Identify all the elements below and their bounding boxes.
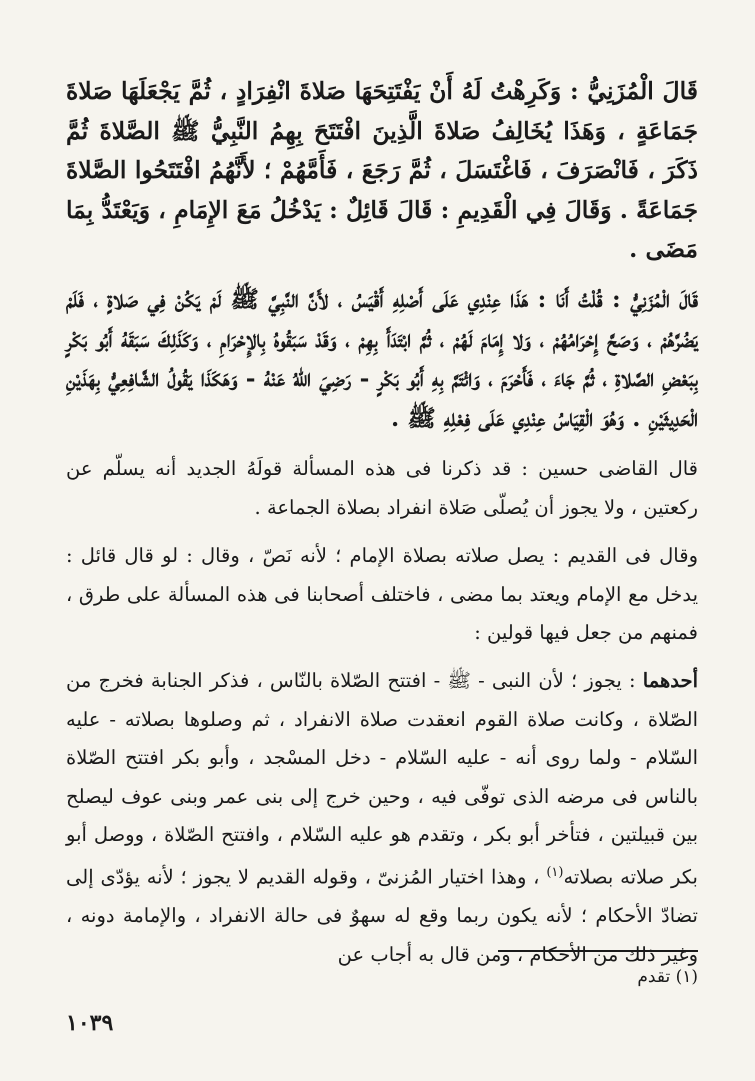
commentary-paragraph-1: قال القاضى حسين : قد ذكرنا فى هذه المسألة قولَهُ الجديد أنه يسلّم عن ركعتين ، ولا يجوز أن يُصلّى صَلاة انفراد بصلاة الجماعة .: [66, 457, 698, 519]
page-number: ١٠٣٩: [66, 1010, 114, 1036]
paragraph-gap: [66, 438, 698, 450]
matn-paragraph-1: قَالَ الْمُزَنِيُّ : وَكَرِهْتُ لَهُ أَنْ يَفْتَتِحَهَا صَلاةَ انْفِرَادٍ ، ثُمَّ يَجْعَلَهَا صَلاةَ جَمَاعَةٍ ، وَهَذَا يُخَالِفُ صَلاةَ الَّذِينَ افْتَتَحَ بِهِمُ النَّبِيُّ ﷺ الصَّلاةَ ثُمَّ ذَكَرَ ، فَانْصَرَفَ ، فَاغْتَسَلَ ، ثُمَّ رَجَعَ ، فَأَمَّهُمْ ؛ لأَنَّهُمُ افْتَتَحُوا الصَّلاةَ جَمَاعَةً . وَقَالَ فِي الْقَدِيمِ : قَالَ قَائِلٌ : يَدْخُلُ مَعَ الإِمَامِ ، وَيَعْتَدُّ بِمَا مَضَى .: [66, 77, 698, 264]
paragraph-text: : يجوز ؛ لأن النبى - ﷺ - افتتح الصّلاة بالنّاس ، فذكر الجنابة فخرج من الصّلاة ، وكانت صلاة القوم انعقدت صلاة الانفراد ، ثم وصلوها بصلاته - عليه السّلام - ولما روى أنه - عليه السّلام - دخل المسْجد ، وأبو بكر افتتح الصّلاة بالناس فى مرضه الذى توفّى فيه ، وحين خرج إلى بنى عمر وبنى عوف ليصلح بين قبيلتين ، فتأخر أبو بكر ، وتقدم هو عليه السّلام ، وافتتح الصّلاة ، ووصل أبو بكر صلاته بصلاته: [66, 669, 698, 889]
footnote-marker: (١): [546, 865, 564, 881]
paragraph-text-continued: ، وهذا اختيار المُزنىّ ، وقوله القديم لا يجوز ؛ لأنه يؤدّى إلى تضادّ الأحكام ؛ لأنه يكون ربما وقع له سهوٌ فى حالة الانفراد ، والإمامة دونه ، وغير ذلك من الأحكام ، ومن قال به أجاب عن: [66, 865, 698, 966]
matn-paragraph-2: قَالَ الْمُزَنِيُّ : قُلْتُ أَنَا : هَذَا عِنْدِي عَلَى أَصْلِهِ أَقْيَسُ ، لأَنَّ النَّبِيَّ ﷺ لَمْ يَكُنْ فِي صَلاةٍ ، فَلَمْ يَضُرَّهُمْ ، وَصَحَّ إِحْرَامُهُمْ ، وَلا إِمَامَ لَهُمْ ، ثُمَّ ابْتَدَأَ بِهِمْ ، وَقَدْ سَبَقُوهُ بِالإِحْرَامِ ، وَكَذَلِكَ سَبَقَهُ أَبُو بَكْرٍ بِبَعْضِ الصَّلاةِ ، ثُمَّ جَاءَ ، فَأَحْرَمَ ، وَائْتَمَّ بِهِ أَبُو بَكْرٍ - رَضِيَ اللهُ عَنْهُ - وَهَكَذَا يَقُولُ الشَّافِعِيُّ بِهَذَيْنِ الْحَدِيثَيْنِ . وَهُوَ الْقِيَاسُ عِنْدِي عَلَى فِعْلِهِ ﷺ .: [66, 284, 698, 432]
paragraph-lead-word: أحدهما: [642, 669, 698, 693]
footnote-separator: [498, 950, 698, 952]
commentary-paragraph-2: وقال فى القديم : يصل صلاته بصلاة الإمام ؛ لأنه نَصّ ، وقال : لو قال قائل : يدخل مع الإمام ويعتد بما مضى ، فاختلف أصحابنا فى هذه المسألة على طرق ، فمنهم من جعل فيها قولين :: [66, 544, 698, 644]
book-page: [66, 72, 698, 1036]
paragraph-gap: [66, 652, 698, 662]
commentary-paragraph-3: [66, 662, 698, 974]
paragraph-gap: [66, 527, 698, 537]
footnote: (١) تقدم: [637, 967, 698, 987]
paragraph-gap: [66, 270, 698, 280]
